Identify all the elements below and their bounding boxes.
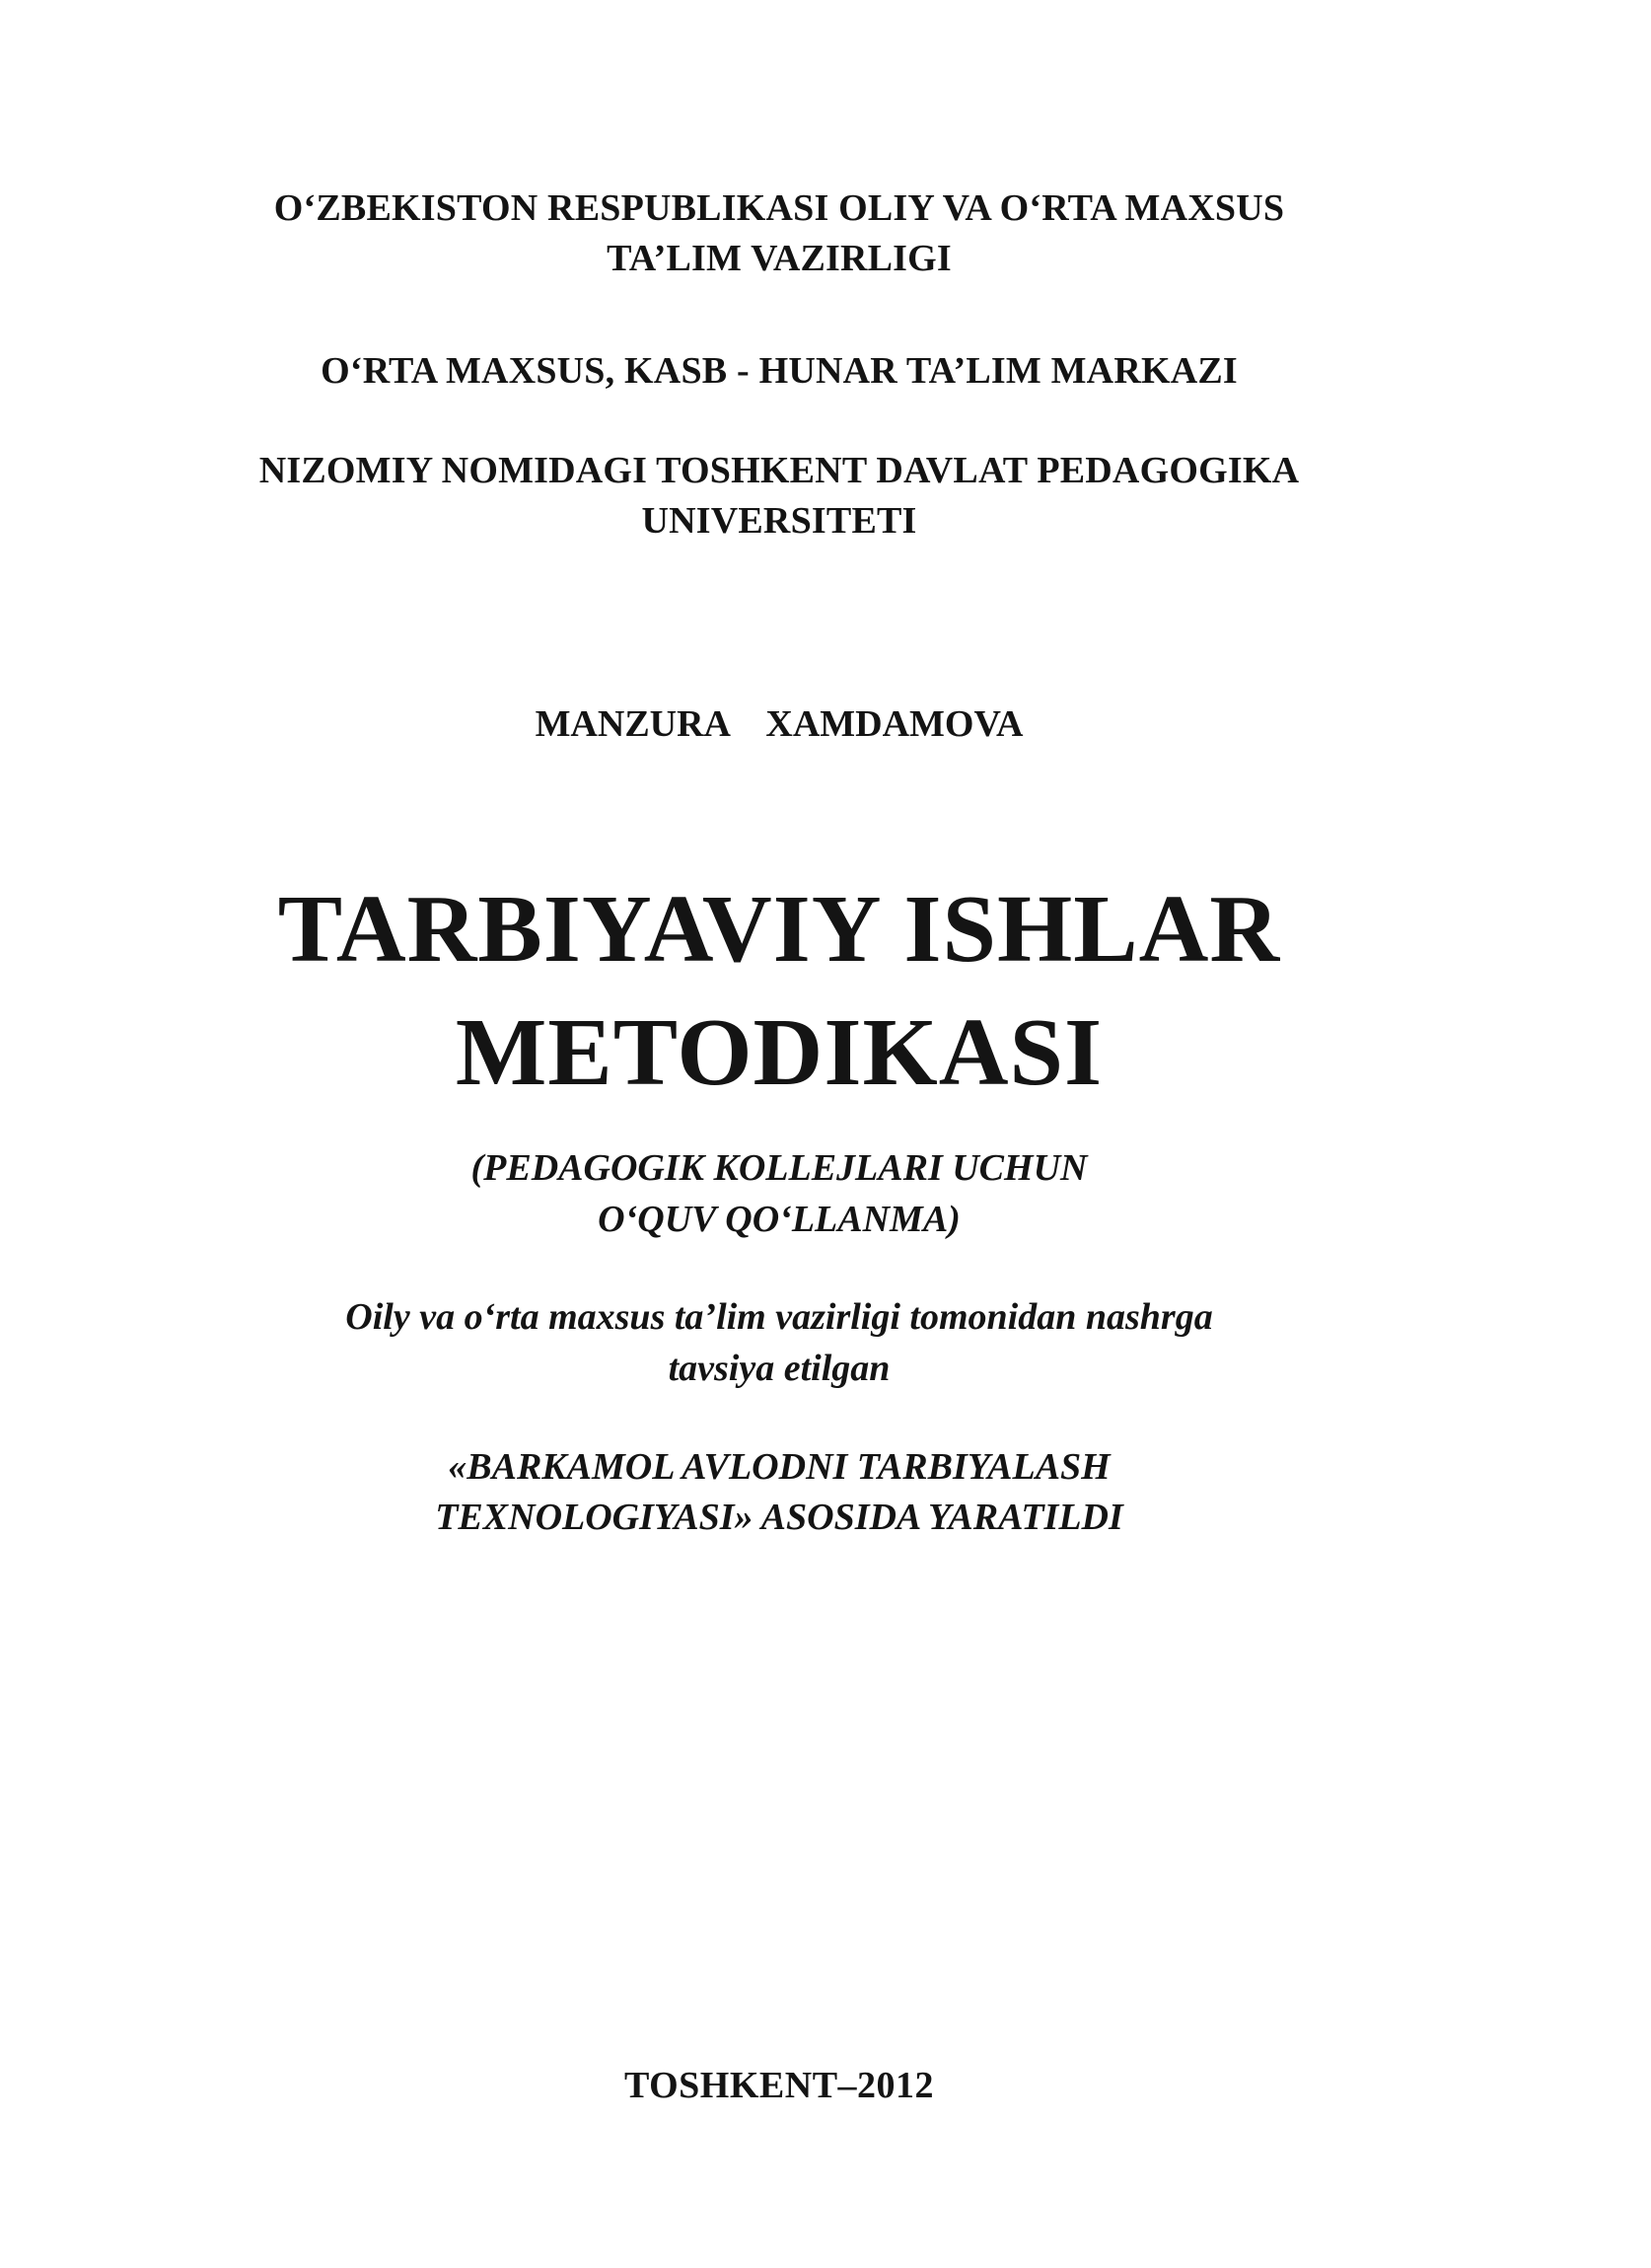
university-line-1: NIZOMIY NOMIDAGI TOSHKENT DAVLAT PEDAGOGIKA	[258, 450, 1300, 491]
basis-line-2: TEXNOLOGIYASI» ASOSIDA YARATILDI	[435, 1497, 1123, 1538]
subtitle-line-1: (PEDAGOGIK KOLLEJLARI UCHUN	[470, 1147, 1088, 1189]
university-line-2: UNIVERSITETI	[641, 500, 917, 542]
recommendation-line-1: Oily va o‘rta maxsus ta’lim vazirligi tomonidan nashrga	[345, 1296, 1213, 1338]
ministry-line-2: TA’LIM VAZIRLIGI	[607, 238, 952, 279]
book-title-line-1: TARBIYAVIY ISHLAR	[277, 876, 1281, 983]
publication-place-year: TOSHKENT–2012	[623, 2065, 935, 2106]
recommendation-line-2: tavsiya etilgan	[668, 1348, 891, 1389]
ministry-line-1: O‘ZBEKISTON RESPUBLIKASI OLIY VA O‘RTA MAXSUS	[273, 187, 1285, 229]
author-name: MANZURA XAMDAMOVA	[535, 703, 1024, 745]
basis-line-1: «BARKAMOL AVLODNI TARBIYALASH	[448, 1446, 1111, 1488]
subtitle-line-2: O‘QUV QO‘LLANMA)	[598, 1199, 961, 1240]
book-title-line-2: METODIKASI	[455, 999, 1104, 1106]
education-center: O‘RTA MAXSUS, KASB - HUNAR TA’LIM MARKAZI	[321, 350, 1238, 392]
